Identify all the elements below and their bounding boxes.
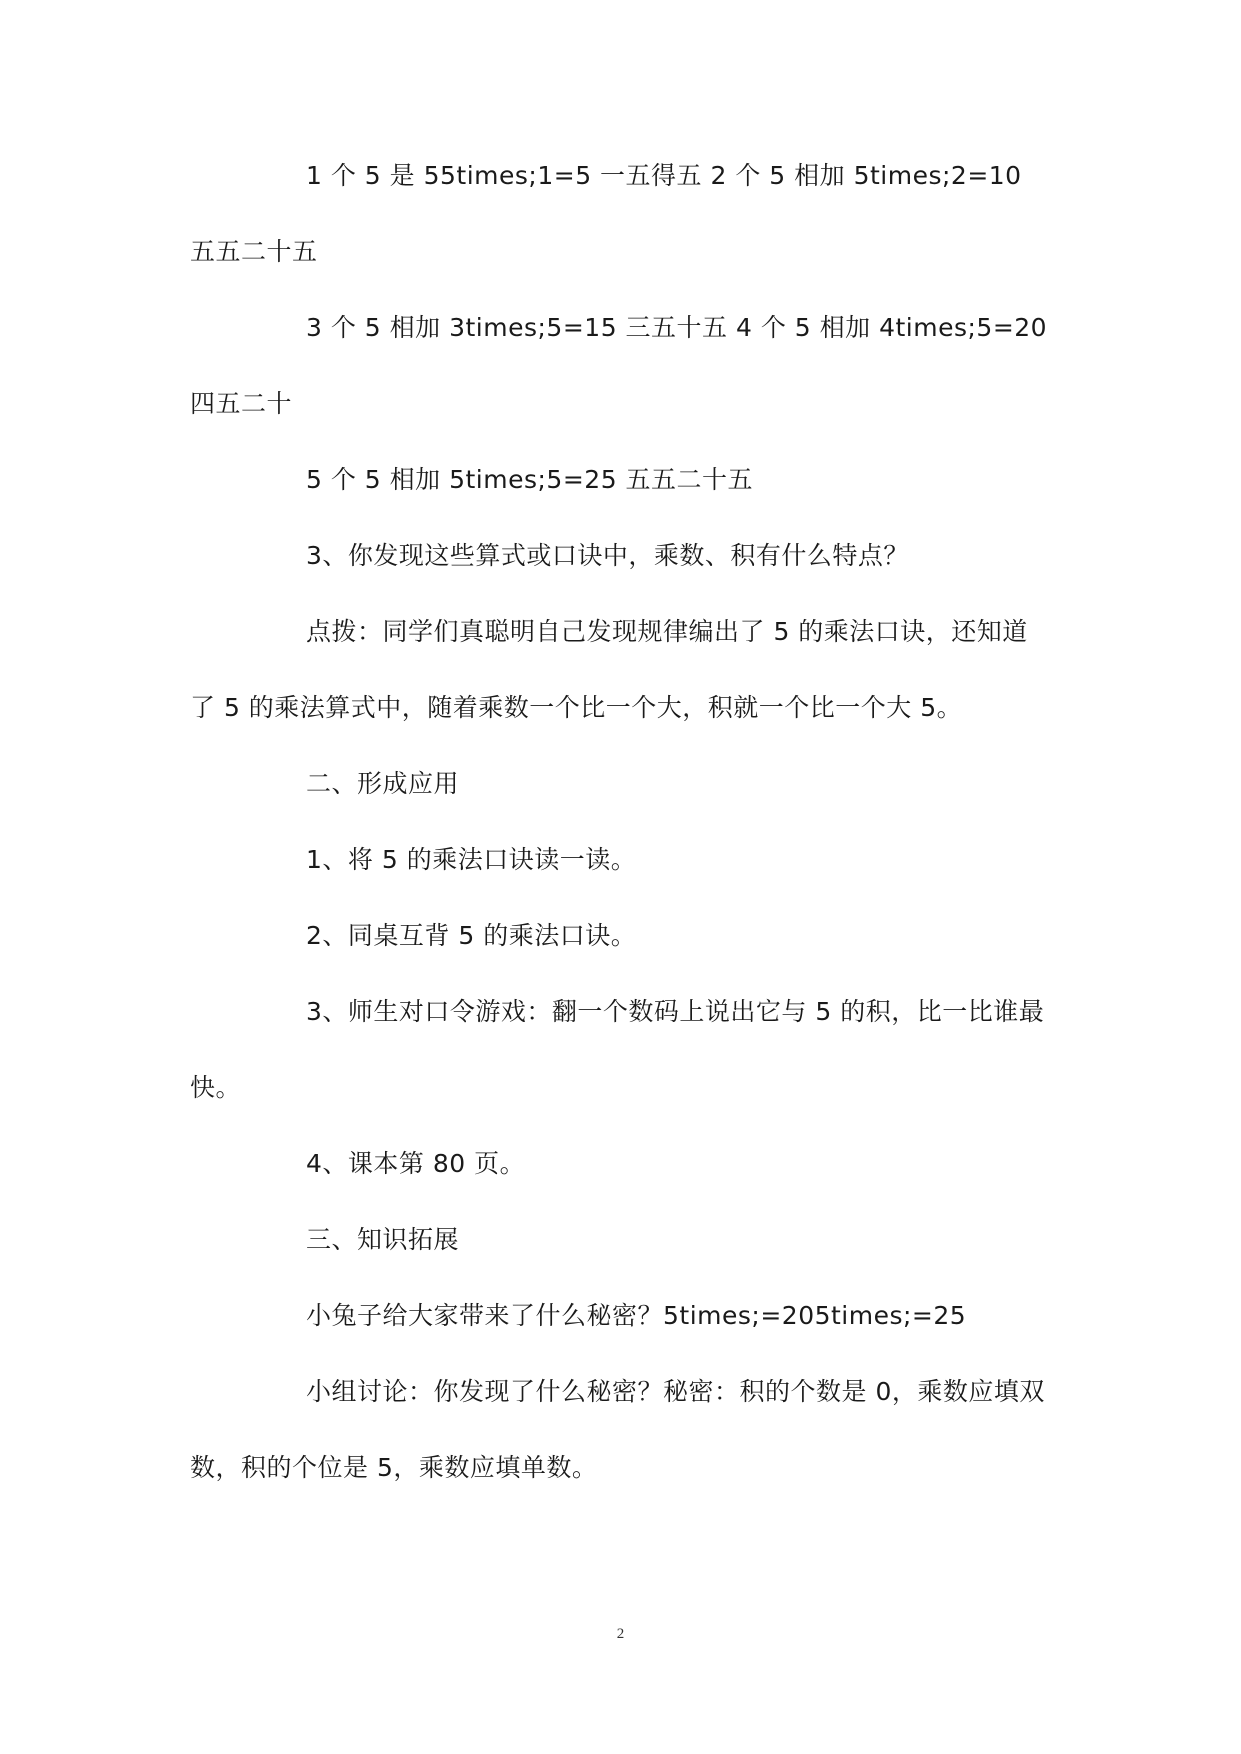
paragraph-hint: 点拨：同学们真聪明自己发现规律编出了 5 的乘法口诀，还知道了 5 的乘法算式中，随着乘数一个比一个大，积就一个比一个大 5。 bbox=[190, 617, 1028, 722]
paragraph-rabbit-secret: 小兔子给大家带来了什么秘密？5times;=205times;=25 bbox=[306, 1301, 967, 1330]
paragraph-group-discussion: 小组讨论：你发现了什么秘密？秘密：积的个数是 0，乘数应填双数，积的个位是 5，乘数应填单数。 bbox=[190, 1377, 1045, 1482]
section-heading-application: 二、形成应用 bbox=[306, 769, 460, 798]
paragraph-multiplication-3-4: 3 个 5 相加 3times;5=15 三五十五 4 个 5 相加 4times;5=20 四五二十 bbox=[190, 313, 1048, 418]
section-heading-extension: 三、知识拓展 bbox=[306, 1225, 460, 1254]
paragraph-item-2: 2、同桌互背 5 的乘法口诀。 bbox=[306, 921, 637, 950]
paragraph-multiplication-5: 5 个 5 相加 5times;5=25 五五二十五 bbox=[306, 465, 754, 494]
paragraph-question-3: 3、你发现这些算式或口诀中，乘数、积有什么特点？ bbox=[306, 541, 909, 570]
paragraph-multiplication-1-2: 1 个 5 是 55times;1=5 一五得五 2 个 5 相加 5times;2=10 五五二十五 bbox=[190, 161, 1022, 266]
document-body bbox=[190, 138, 1050, 1506]
paragraph-item-3: 3、师生对口令游戏：翻一个数码上说出它与 5 的积，比一比谁最快。 bbox=[190, 997, 1045, 1102]
page-number: 2 bbox=[616, 1626, 625, 1642]
paragraph-item-1: 1、将 5 的乘法口诀读一读。 bbox=[306, 845, 637, 874]
paragraph-item-4: 4、课本第 80 页。 bbox=[306, 1149, 526, 1178]
